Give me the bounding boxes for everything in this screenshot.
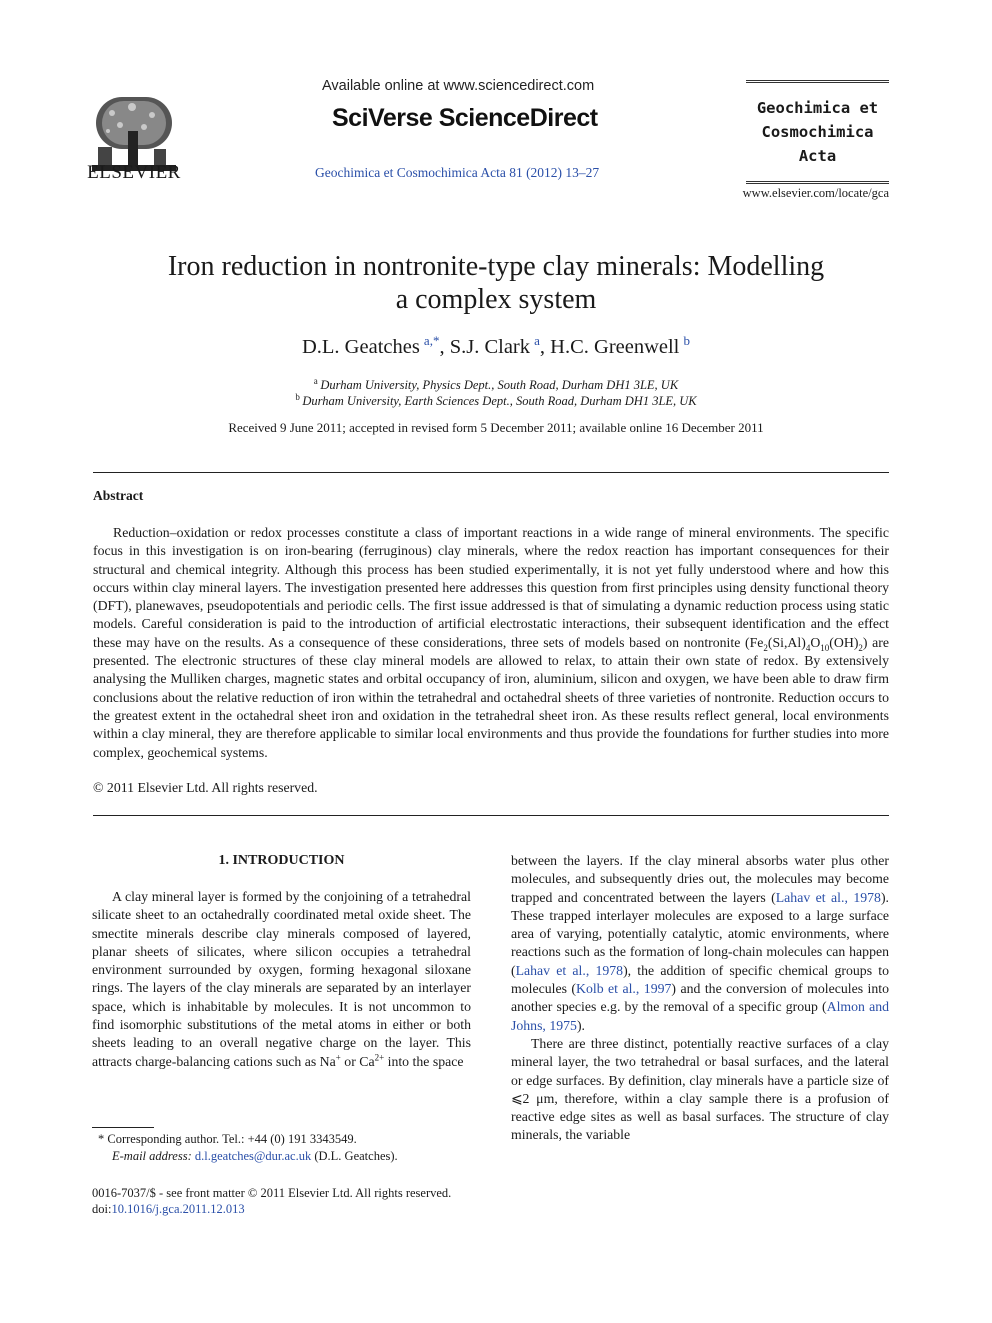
author-name: H.C. Greenwell: [550, 336, 680, 358]
doi-label: doi:: [92, 1202, 112, 1216]
author-name: D.L. Geatches: [301, 336, 420, 358]
charge-superscript: 2+: [374, 1052, 385, 1063]
affiliation-b: [96, 393, 896, 409]
email-link[interactable]: d.l.geatches@dur.ac.uk: [194, 1149, 312, 1163]
affiliation-text: Durham University, Earth Sciences Dept., South Road, Durham DH1 3LE, UK: [302, 394, 697, 408]
affiliation-mark: a: [313, 375, 318, 386]
article-title: [96, 250, 896, 316]
abstract-text-part-1: Reduction–oxidation or redox processes constitute a class of important reactions in a wide range of mineral environments. The specific focus in this investigation is on iron-bearing (ferruginous) clay minerals, where the redox reaction has important consequences for their structural and chemical integrity. Although this process has been studied experimentally, it is not yet fully understood where and how this occurs within clay mineral layers. The investigation presented here addresses this question from first principles using density functional theory (DFT), planewaves, pseudopotentials and periodic cells. The first issue addressed is that of simulating a dynamic reduction process using static models. Careful consideration is paid to the introduction of artificial electrostatic interactions, their subsequent identification and the effect these may have on the results. As a consequence of these considerations, three sets of models based on nontronite (: [93, 525, 889, 650]
available-online-text: Available online at www.sciencedirect.com: [322, 78, 595, 94]
article-history-dates: Received 9 June 2011; accepted in revised form 5 December 2011; available online 16 December 2011: [228, 420, 764, 435]
publisher-logo-text: ELSEVIER: [87, 162, 181, 183]
formula-subscript: 4: [805, 642, 811, 653]
journal-url[interactable]: www.elsevier.com/locate/gca: [742, 186, 889, 200]
abstract-heading: Abstract: [93, 488, 144, 503]
reference-link[interactable]: Lahav et al., 1978: [775, 889, 881, 905]
section-heading-introduction: 1. INTRODUCTION: [218, 853, 345, 868]
formula-part: (OH): [829, 634, 859, 650]
intro-paragraph-2: There are three distinct, potentially reactive surfaces of a clay mineral layer, the two tetrahedral or basal surfaces, and the lateral or edge surfaces. By definition, clay minerals have a particle size of ⩽2 μm, therefore, within a clay sample there is a profusion of reactive edge sites as well as basal surfaces. The structure of clay minerals, the variable: [511, 1035, 889, 1143]
formula-part: (Si,Al): [767, 634, 806, 650]
paragraph-text: ).: [576, 1017, 585, 1033]
formula-subscript: 2: [858, 642, 863, 653]
affiliation-a: [96, 377, 896, 393]
paragraph-text: ). These trapped interlayer molecules are exposed to a large surface area of varying, potentially catalytic, atomic environments, where reactions such as the formation of long-chain molecules can happen (: [511, 889, 889, 978]
paragraph-text: ), the addition of specific chemical groups to molecules (: [511, 962, 889, 997]
email-footnote: [112, 1148, 398, 1165]
right-column-text: [511, 852, 889, 1145]
author-affiliation-mark[interactable]: a,*: [423, 333, 440, 349]
author-list: [96, 333, 896, 359]
affiliation-mark: b: [295, 391, 300, 402]
intro-paragraph-1-end: into the space: [384, 1053, 464, 1069]
formula-subscript: 10: [820, 642, 830, 653]
issn-line: 0016-7037/$ - see front matter © 2011 Elsevier Ltd. All rights reserved.: [92, 1186, 452, 1200]
left-column-text: [92, 888, 471, 1071]
affiliations: [96, 377, 896, 409]
footnote-divider: [92, 1127, 154, 1128]
journal-title: Geochimica et Cosmochimica Acta: [756, 99, 879, 165]
doi-line: [92, 1201, 245, 1218]
reference-link[interactable]: Lahav et al., 1978: [515, 962, 624, 978]
email-suffix: (D.L. Geatches).: [311, 1149, 398, 1163]
formula-subscript: 2: [763, 642, 768, 653]
charge-superscript: +: [335, 1052, 341, 1063]
formula-part: Fe: [749, 634, 764, 650]
abstract-body: [93, 524, 889, 762]
platform-logo-text: SciVerse ScienceDirect: [332, 104, 598, 132]
paragraph-text: between the layers. If the clay mineral absorbs water plus other molecules, and subsequently dries out, the molecules may become trapped and concentrated between the layers (: [511, 853, 889, 905]
author-affiliation-mark[interactable]: a: [534, 333, 540, 349]
author-separator: ,: [539, 336, 551, 358]
paragraph-text: ) and the conversion of molecules into another species e.g. by the removal of a specific group (: [511, 981, 889, 1015]
divider-bottom: [93, 815, 889, 816]
author-separator: ,: [439, 336, 450, 358]
nontronite-formula: [749, 634, 863, 653]
divider-top: [93, 472, 889, 473]
abstract-copyright: © 2011 Elsevier Ltd. All rights reserved.: [93, 780, 318, 795]
email-label: E-mail address:: [112, 1149, 192, 1163]
article-title-line-2: a complex system: [395, 284, 597, 315]
abstract-text-part-2: ) are presented. The electronic structures of these clay mineral models are allowed to relax, to attain their own state of redox. By extensively analysing the Mulliken charges, magnetic states and orbital occupancy of iron, aluminium, silicon and oxygen, we have been able to draw firm conclusions about the relative reduction of iron within the tetrahedral and octahedral sheets of three varieties of nontronite. Reduction occurs to the greatest extent in the octahedral sheet iron and oxidation in the tetrahedral sheet iron. As these results reflect general, local environments within a clay mineral, they are therefore applicable to similar local environments and thus provide the foundations for further studies into more complex, geochemical systems.: [93, 634, 889, 760]
formula-part: O: [810, 634, 821, 650]
corresponding-author-note: * Corresponding author. Tel.: +44 (0) 191 3343549.: [98, 1132, 357, 1146]
intro-paragraph-1-continued: [511, 852, 889, 1035]
article-title-line-1: Iron reduction in nontronite-type clay minerals: Modelling: [167, 251, 825, 282]
affiliation-text: Durham University, Physics Dept., South Road, Durham DH1 3LE, UK: [320, 378, 679, 392]
reference-link[interactable]: Almon and Johns, 1975: [511, 999, 890, 1033]
author-affiliation-mark[interactable]: b: [683, 333, 690, 349]
intro-paragraph-1: A clay mineral layer is formed by the conjoining of a tetrahedral silicate sheet to an octahedrally coordinated metal oxide sheet. The smectite minerals describe clay minerals composed of layered, planar sheets of silicates, where silicon occupies a tetrahedral environment surrounded by oxygen, forming hexagonal siloxane rings. The layers of the clay minerals are separated by an interlayer space, which is inhabitable by molecules. It is not uncommon to find isomorphic substitutions of the metal atoms in either or both sheets leading to an overall negative charge on the layer. This attracts charge-balancing cations such as Na: [92, 889, 471, 1069]
reference-link[interactable]: Kolb et al., 1997: [576, 981, 672, 997]
intro-paragraph-1-mid: or Ca: [340, 1053, 375, 1069]
journal-citation-link[interactable]: Geochimica et Cosmochimica Acta 81 (2012) 13–27: [315, 165, 600, 180]
doi-link[interactable]: 10.1016/j.gca.2011.12.013: [111, 1202, 245, 1216]
author-name: S.J. Clark: [449, 336, 531, 358]
